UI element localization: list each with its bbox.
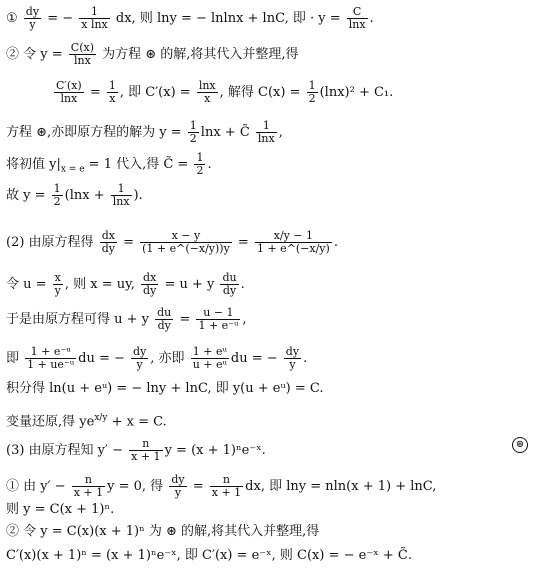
numerator: n [72,474,105,487]
text: , 则 x = uy, [64,277,140,292]
text: ② 令 y = [6,47,67,62]
superscript: x/y [94,413,108,423]
fraction [107,80,118,105]
solution-line-10 [6,346,307,371]
denominator: lnx [112,195,130,208]
denominator: x + 1 [131,450,161,463]
text: (lnx)² + C₁. [319,85,394,100]
denominator: y [136,358,143,371]
denominator: dy [157,319,171,332]
fraction [210,474,243,499]
denominator: dy [222,284,237,297]
solution-line-11 [6,381,324,397]
text: . [303,351,308,366]
subscript: x = e [60,164,85,175]
text: = u + y [160,277,219,292]
fraction [129,438,162,463]
solution-line-16 [6,524,319,540]
text: + x = C. [107,414,167,430]
text: = [233,235,253,250]
text: . [369,11,374,26]
text: = [118,235,139,250]
text: 方程 ⊛,亦即原方程的解为 y = [6,125,186,140]
fraction [255,230,332,255]
fraction [79,6,110,31]
text: , [278,125,283,140]
numerator: 1 [189,119,197,132]
numerator: 1 [256,120,277,133]
fraction [347,6,368,31]
denominator: 2 [189,132,197,145]
numerator: n [210,474,243,487]
text: . [207,157,212,172]
fraction [188,120,199,145]
numerator: 1 [108,79,116,92]
text: ). [133,188,143,203]
text: = [188,479,208,494]
numerator: 1 + e⁻ᵘ [25,346,76,359]
numerator: C′(x) [56,79,82,92]
text: 则 y = C(x + 1)ⁿ. [6,502,115,517]
text: (lnx + [64,188,109,203]
fraction [131,346,148,371]
fraction [307,80,318,105]
denominator: (1 + e^(−x/y))y [142,242,230,255]
denominator: dy [143,284,157,297]
solution-line-8 [6,272,245,297]
text: , 解得 C(x) = [219,85,305,100]
numerator: C [347,6,368,19]
fraction [53,272,63,297]
fraction [140,230,232,255]
fraction [155,307,173,332]
numerator: dx [100,230,117,243]
text: 即 [6,351,24,366]
numerator: du [222,271,237,284]
denominator: x [109,92,116,105]
numerator: 1 [53,182,61,195]
text: , 亦即 [150,351,189,366]
text: (2) 由原方程得 [6,235,98,250]
text: = [175,312,195,327]
numerator: x [54,271,61,284]
numerator: dy [285,345,300,358]
text: C′(x)(x + 1)ⁿ = (x + 1)ⁿe⁻ˣ, 即 C′(x) = e⁻ˣ, 则 C(x) = − e⁻ˣ + C̃. [6,548,412,563]
numerator: u − 1 [196,307,240,320]
text: dx, 即 lny = nln(x + 1) + lnC, [245,479,437,494]
solution-line-5 [6,152,212,178]
solution-line-3 [52,80,393,105]
solution-line-4 [6,120,283,145]
text: , [242,312,247,327]
text: . [240,277,245,292]
solution-line-14 [6,474,436,499]
fraction [169,474,186,499]
solution-line-15 [6,502,114,518]
text: 故 y = [6,188,50,203]
numerator: n [129,438,162,451]
denominator: y [174,486,182,499]
text: 于是由原方程可得 u + y [6,312,154,327]
denominator: x + 1 [211,486,242,499]
text: 变量还原,得 ye [6,414,95,430]
fraction [111,183,132,208]
fraction [54,80,84,105]
numerator: dy [25,5,40,18]
solution-line-17 [6,548,412,564]
fraction [197,80,218,105]
denominator: lnx [73,54,91,67]
numerator: du [157,306,172,319]
denominator: 1 + e^(−x/y) [256,242,330,255]
fraction [284,346,301,371]
fraction [100,230,117,255]
numerator: 1 [111,183,132,196]
denominator: u + eᵘ [192,358,227,371]
text: ① 由 y′ − [6,479,70,494]
solution-line-6 [6,183,143,208]
denominator: y [29,18,36,31]
fraction [72,474,105,499]
numerator: dy [133,345,147,358]
fraction [69,42,96,67]
denominator: x + 1 [73,486,104,499]
fraction [141,272,158,297]
numerator: 1 [196,151,204,164]
text: 为方程 ⊛ 的解,将其代入并整理,得 [97,47,299,62]
fraction [256,120,277,145]
text: 将初值 y| [6,157,61,172]
solution-line-1 [6,6,374,31]
text: 令 u = [6,277,51,292]
numerator: 1 [79,6,110,19]
text: = [85,85,105,100]
text: = 1 代入,得 C̃ = [84,157,193,172]
denominator: lnx [60,92,78,105]
numerator: C(x) [70,41,94,54]
denominator: 2 [308,92,316,105]
denominator: x [204,92,211,105]
numerator: dx [141,272,158,285]
fraction [52,183,63,208]
numerator: 1 + eᵘ [191,346,229,359]
fraction [196,307,240,332]
text: y = (x + 1)ⁿe⁻ˣ. [164,443,266,458]
fraction [194,152,205,177]
numerator: dy [171,473,185,486]
text: , 即 C′(x) = [119,85,195,100]
solution-line-7 [6,230,338,255]
denominator: 2 [196,164,204,177]
equation-marker: ⊛ [512,437,528,453]
fraction [220,272,238,297]
numerator: x/y − 1 [255,230,332,243]
fraction [24,6,41,31]
text: 积分得 ln(u + eᵘ) = − lny + lnC, 即 y(u + eᵘ) = C. [6,381,324,396]
denominator: y [289,358,296,371]
denominator: dy [101,242,115,255]
text: lnx + C̃ [200,125,254,140]
solution-line-2 [6,42,299,67]
text: y = 0, 得 [107,479,168,494]
denominator: x lnx [81,18,108,31]
solution-line-13 [6,438,266,463]
solution-line-12 [6,410,167,430]
denominator: lnx [348,18,366,31]
denominator: y [54,284,61,297]
text: du = − [78,351,130,366]
fraction [191,346,229,371]
text: ② 令 y = C(x)(x + 1)ⁿ 为 ⊛ 的解,将其代入并整理,得 [6,524,320,539]
denominator: 1 + ue⁻ᵘ [27,358,75,371]
text: = − [43,11,78,26]
numerator: x − y [140,230,232,243]
text: ① [6,11,22,26]
denominator: 2 [53,195,61,208]
fraction [25,346,76,371]
text: (3) 由原方程知 y′ − [6,443,128,458]
solution-line-9 [6,307,247,332]
text: dx, 则 lny = − lnlnx + lnC, 即 · y = [111,11,345,26]
numerator: 1 [308,79,316,92]
denominator: 1 + e⁻ᵘ [198,319,239,332]
numerator: lnx [198,79,216,92]
text: . [333,235,338,250]
denominator: lnx [257,132,275,145]
text: du = − [230,351,282,366]
